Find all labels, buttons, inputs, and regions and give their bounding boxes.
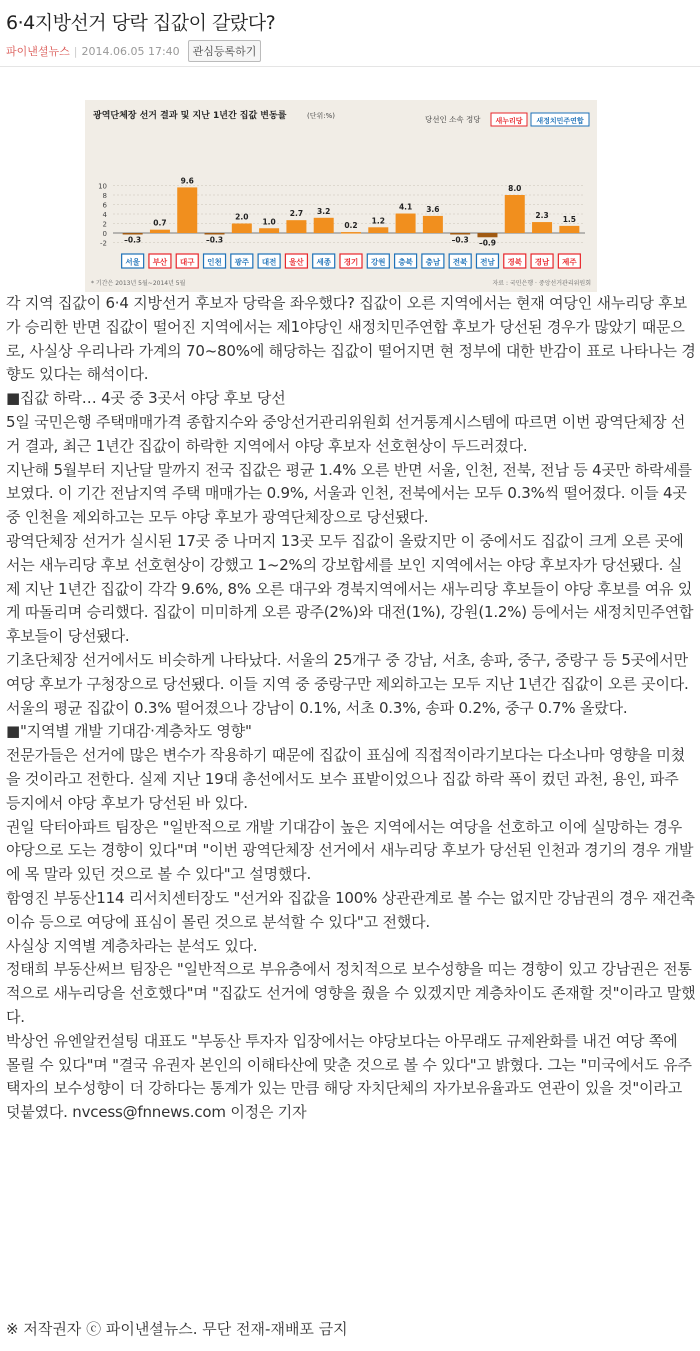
bar: [232, 224, 252, 234]
paragraph: 권일 닥터아파트 팀장은 "일반적으로 개발 기대감이 높은 지역에서는 여당을 선호하고 이에 실망하는 경우 야당으로 도는 경향이 있다"며 "이번 광역단체장 선거에서 새누리당 후보가 당선된 인천과 경기의 경우 개발에 목 말라 있던 것으로 볼 수 있다"고 설명했다.: [6, 817, 694, 884]
section-heading: ■"지역별 개발 기대감·계층차도 영향": [6, 722, 252, 741]
category-label: 광주: [234, 257, 250, 267]
legend-title: 당선인 소속 정당: [425, 115, 481, 124]
y-tick-label: -2: [100, 239, 107, 248]
bar: [450, 233, 470, 235]
article-title: 6·4지방선거 당락 집값이 갈랐다?: [6, 12, 276, 34]
legend-label: 새정치민주연합: [536, 117, 584, 125]
data-label: –0.3: [206, 235, 224, 245]
bar: [177, 187, 197, 233]
data-label: 9.6: [180, 176, 194, 186]
bar: [314, 218, 334, 233]
data-label: –0.3: [451, 235, 469, 245]
data-label: 1.2: [371, 216, 385, 226]
publish-date: 2014.06.05 17:40: [81, 44, 180, 58]
chart-footnote: * 기간은 2013년 5월~2014년 5월: [91, 280, 186, 287]
category-label: 서울: [125, 257, 140, 267]
bar: [423, 216, 443, 233]
bar-chart: [85, 100, 597, 292]
paragraph: 각 지역 집값이 6·4 지방선거 후보자 당락을 좌우했다? 집값이 오른 지역에서는 현재 여당인 새누리당 후보가 승리한 반면 집값이 떨어진 지역에서는 제1야당인 새정치민주연합 후보가 당선된 경우가 많았기 때문으로, 사실상 우리나라 가계의 70~80%에 해당하는 집값이 떨어지면 현 정부에 대한 반감이 표로 나타나는 경향도 있다는 해석이다.: [6, 294, 696, 384]
bar: [286, 220, 306, 233]
category-label: 경기: [343, 257, 359, 267]
chart-unit: (단위:%): [307, 112, 335, 120]
category-label: 제주: [562, 257, 577, 267]
bar: [368, 227, 388, 233]
category-label: 경북: [507, 257, 523, 267]
category-label: 부산: [152, 257, 168, 267]
y-tick-label: 6: [102, 201, 107, 210]
category-label: 충남: [425, 257, 441, 267]
category-label: 경남: [534, 257, 550, 267]
article-meta: [6, 40, 261, 62]
data-label: 3.6: [426, 204, 440, 214]
y-tick-label: 4: [102, 211, 107, 219]
category-label: 세종: [316, 257, 331, 267]
data-label: 1.0: [262, 217, 276, 227]
data-label: –0.3: [124, 235, 142, 245]
register-interest-button[interactable]: 관심등록하기: [188, 40, 262, 62]
category-label: 울산: [289, 257, 304, 267]
paragraph: 박상언 유엔알컨설팅 대표도 "부동산 투자자 입장에서는 야당보다는 아무래도 규제완화를 내건 여당 쪽에 몰릴 수 있다"며 "결국 유권자 본인의 이해타산에 맞춘 것으로 볼 수 있다"고 밝혔다. 그는 "미국에서도 유주택자의 보수성향이 더 강하다는 통계가 있는 만큼 해당 자치단체의 자가보유율과도 연관이 있을 것"이라고 덧붙였다. nvcess@fnnews.com 이정은 기자: [6, 1031, 692, 1122]
paragraph: 사실상 지역별 계층차라는 분석도 있다.: [6, 936, 258, 955]
data-label: –0.9: [478, 238, 496, 248]
paragraph: 정태희 부동산써브 팀장은 "일반적으로 부유층에서 정치적으로 보수성향을 띠는 경향이 있고 강남권은 전통적으로 새누리당을 선호했다"며 "집값도 선거에 영향을 줬을 수 있겠지만 계층차이도 존재할 것"이라고 말했다.: [6, 960, 696, 1026]
category-label: 대구: [179, 257, 195, 267]
data-label: 2.7: [289, 209, 304, 219]
paragraph: 전문가들은 선거에 많은 변수가 작용하기 때문에 집값이 표심에 직접적이라기보다는 다소나마 영향을 미쳤을 것이라고 전한다. 실제 지난 19대 총선에서도 보수 표밭이었으나 집값 하락 폭이 컸던 과천, 용인, 파주 등지에서 야당 후보가 당선된 바 있다.: [6, 746, 686, 812]
section-heading: ■집값 하락… 4곳 중 3곳서 야당 후보 당선: [6, 389, 286, 408]
legend-label: 새누리당: [495, 117, 523, 125]
meta-divider: |: [73, 44, 78, 58]
article-body: [6, 292, 696, 1125]
y-tick-label: 8: [102, 192, 107, 200]
category-label: 대전: [261, 257, 277, 267]
copyright-notice: ※ 저작권자 ⓒ 파이낸셜뉴스. 무단 전재-재배포 금지: [6, 1320, 348, 1338]
chart-title: 광역단체장 선거 결과 및 지난 1년간 집값 변동률: [93, 111, 287, 121]
data-label: 2.0: [235, 212, 249, 222]
bar: [341, 232, 361, 234]
paragraph: 기초단체장 선거에서도 비슷하게 나타났다. 서울의 25개구 중 강남, 서초, 송파, 중구, 중랑구 등 5곳에서만 여당 후보가 구청장으로 당선됐다. 이들 지역 중 중랑구만 제외하고는 모두 지난 1년간 집값이 오른 곳이다. 서울의 평균 집값이 0.3% 떨어졌으나 강남이 0.1%, 서초 0.3%, 송파 0.2%, 중구 0.7% 올랐다.: [6, 650, 689, 717]
paragraph: 5일 국민은행 주택매매가격 종합지수와 중앙선거관리위원회 선거통계시스템에 따르면 이번 광역단체장 선거 결과, 최근 1년간 집값이 하락한 지역에서 야당 후보자 선호현상이 두드러졌다.: [6, 412, 686, 455]
y-tick-label: 2: [102, 220, 107, 229]
y-tick-label: 0: [102, 230, 107, 238]
paragraph: 함영진 부동산114 리서치센터장도 "선거와 집값을 100% 상관관계로 볼 수는 없지만 강남권의 경우 재건축 이슈 등으로 여당에 표심이 몰린 것으로 분석할 수 있다"고 전했다.: [6, 888, 695, 931]
bar: [150, 230, 170, 233]
data-label: 0.2: [344, 221, 358, 231]
category-label: 전남: [480, 257, 495, 267]
bar: [396, 214, 416, 233]
y-tick-label: 10: [98, 182, 107, 191]
data-label: 3.2: [317, 206, 331, 216]
data-label: 0.7: [153, 218, 167, 228]
data-label: 2.3: [535, 211, 549, 221]
data-label: 4.1: [398, 202, 413, 212]
data-label: 1.5: [562, 214, 577, 224]
paragraph: 지난해 5월부터 지난달 말까지 전국 집값은 평균 1.4% 오른 반면 서울, 인천, 전북, 전남 등 4곳만 하락세를 보였다. 이 기간 전남지역 주택 매매가는 0.9%, 서울과 인천, 전북에서는 모두 0.3%씩 떨어졌다. 이들 4곳 중 인천을 제외하고는 모두 야당 후보가 광역단체장으로 당선됐다.: [6, 460, 692, 527]
category-label: 인천: [207, 257, 222, 267]
category-label: 전북: [452, 257, 468, 267]
header-divider: [0, 66, 700, 67]
source-link[interactable]: 파이낸셜뉴스: [6, 45, 70, 58]
bar: [559, 226, 579, 233]
paragraph: 광역단체장 선거가 실시된 17곳 중 나머지 13곳 모두 집값이 올랐지만 이 중에서도 집값이 크게 오른 곳에서는 새누리당 후보 선호현상이 강했고 1~2%의 강보합세를 보인 지역에서는 야당 후보자가 당선됐다. 실제 지난 1년간 집값이 각각 9.6%, 8% 오른 대구와 경북지역에서는 새누리당 후보들이 야당 후보를 여유 있게 따돌리며 승리했다. 집값이 미미하게 오른 광주(2%)와 대전(1%), 강원(1.2%) 등에서는 새정치민주연합 후보들이 당선됐다.: [6, 531, 694, 646]
category-label: 충북: [398, 257, 413, 267]
bar: [123, 233, 143, 235]
chart-source: 자료 : 국민은행 · 중앙선거관리위원회: [492, 280, 591, 287]
chart-figure: [85, 100, 597, 292]
bar: [259, 228, 279, 233]
bar: [532, 222, 552, 233]
data-label: 8.0: [508, 184, 522, 193]
category-label: 강원: [371, 257, 386, 267]
bar: [505, 195, 525, 233]
bar: [205, 233, 225, 235]
bar: [477, 233, 497, 237]
